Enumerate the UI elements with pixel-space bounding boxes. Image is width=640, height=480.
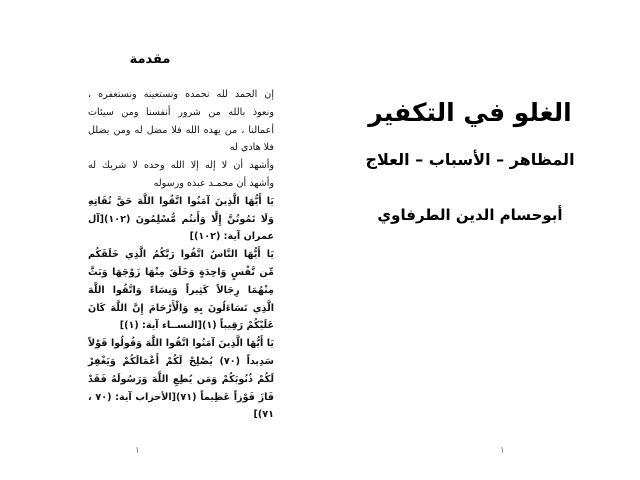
opening-praise-paragraph: إن الحمد لله نحمده ونستعينه ونستغفره ، ونعوذ بالله من شرور أنفسنا ومن سيئات أعمالنا ، من يهده الله فلا مضل له ومن يضلل فلا هادي له xyxy=(88,89,274,154)
book-title: الغلو في التكفير xyxy=(368,98,572,127)
right-page xyxy=(320,0,640,480)
book-subtitle: المظاهر – الأسباب – العلاج xyxy=(365,150,575,169)
testimony-paragraph: وأشهد أن لا إله إلا الله وحده لا شريك له وأشهد أن محمـد عبده ورسوله xyxy=(88,160,274,189)
introduction-body xyxy=(88,86,274,424)
left-page-number: ١ xyxy=(135,446,140,456)
verse-al-imran: يَا أَيُّهَا الَّذِينَ آمَنُوا اتَّقُوا اللَّهَ حَقَّ تُقَاتِهِ وَلَا تَمُوتُنَّ إِلَّا وَأَنتُم مُّسْلِمُونَ (١٠٢)[آل عمران آية: (١٠٢)] xyxy=(88,195,274,243)
introduction-heading: مقدمة xyxy=(129,52,171,67)
right-page-number: ١ xyxy=(500,446,505,456)
verse-al-ahzab: يَا أَيُّهَا الَّذِينَ آمَنُوا اتَّقُوا اللَّهَ وَقُولُوا قَوْلاً سَدِيداً (٧٠) يُصْلِحْ لَكُمْ أَعْمَالَكُمْ وَيَغْفِرْ لَكُمْ ذُنُوبَكُمْ وَمَن يُطِعِ اللَّهَ وَرَسُولَهُ فَقَدْ فَازَ فَوْزاً عَظِيماً (٧١)[الأحزاب آية: (٧٠ ، ٧١)] xyxy=(88,338,274,421)
verse-an-nisa: يَا أَيُّهَا النَّاسُ اتَّقُوا رَبَّكُمُ الَّذِي خَلَقَكُم مِّن نَّفْسٍ وَاحِدَةٍ وَخَلَقَ مِنْهَا زَوْجَهَا وَبَثَّ مِنْهُمَا رِجَالاً كَثِيراً وَنِسَاءً وَاتَّقُوا اللَّهَ الَّذِي تَسَاءَلُونَ بِهِ وَالْأَرْحَامَ إِنَّ اللَّهَ كَانَ عَلَيْكُمْ رَقِيباً (١)[النســاء آية: (١)] xyxy=(88,249,274,332)
book-author: أبوحسام الدين الطرفاوي xyxy=(377,206,563,224)
